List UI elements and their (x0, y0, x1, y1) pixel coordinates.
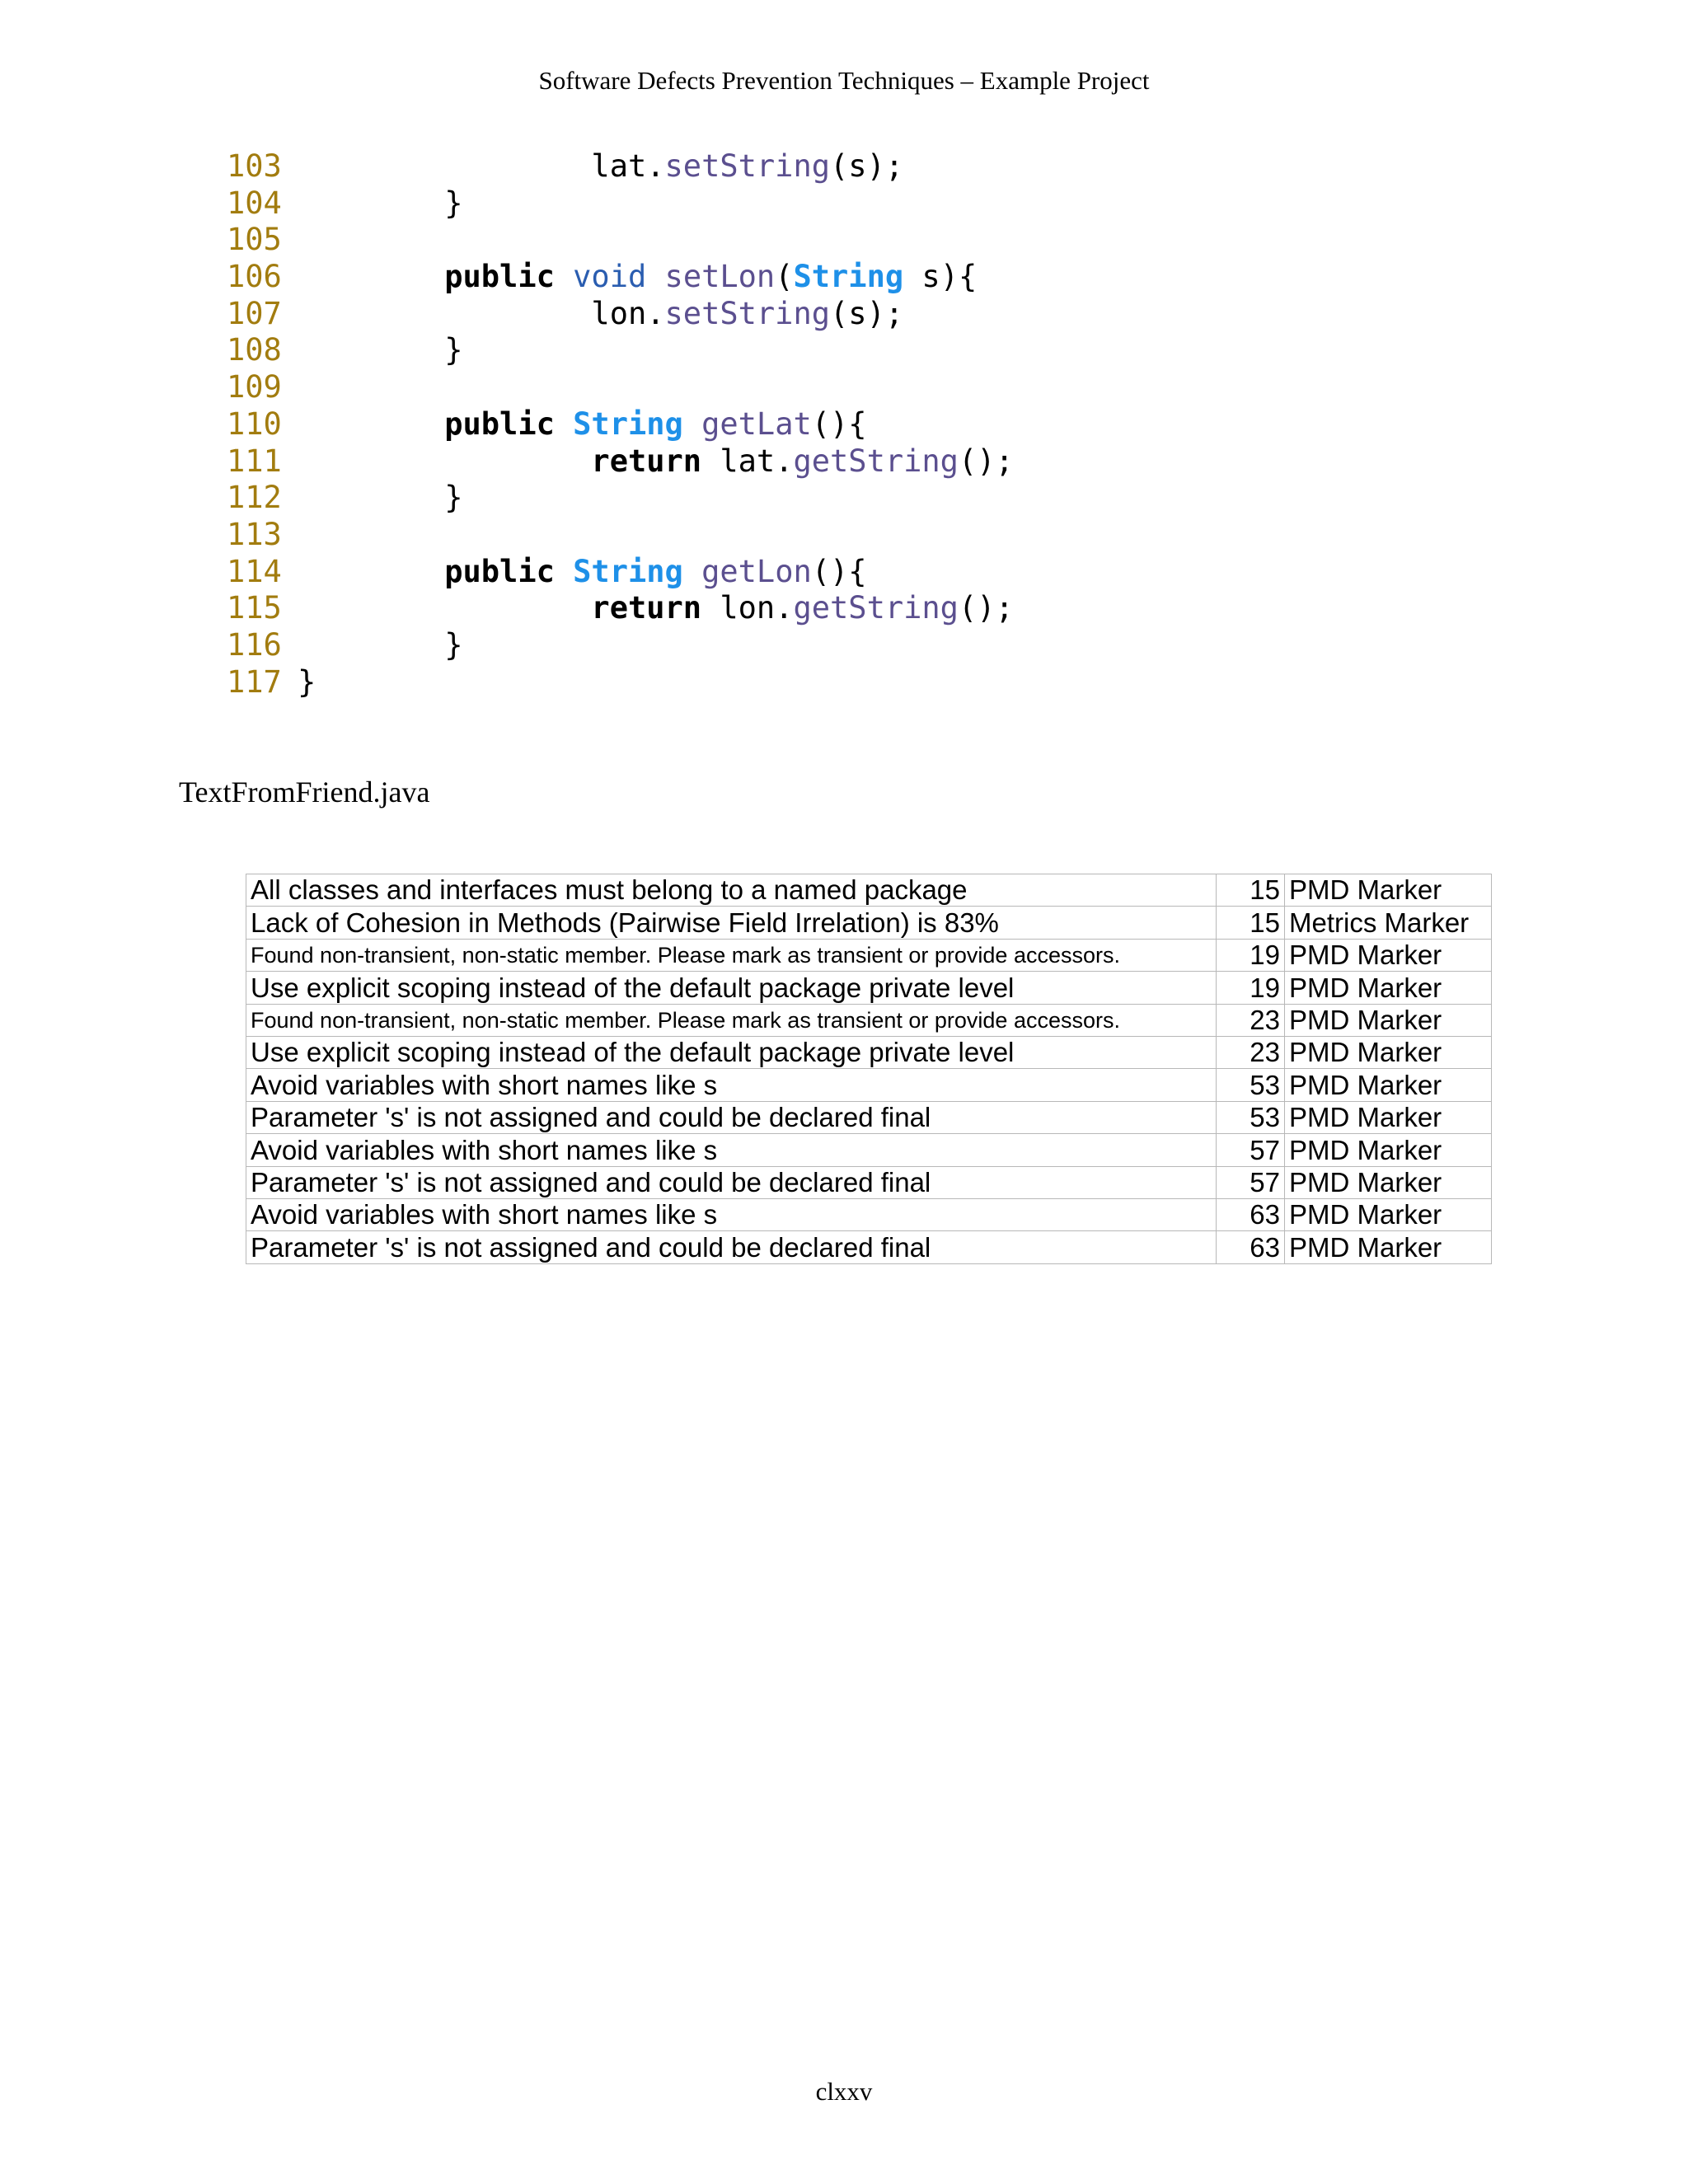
code-indent (298, 185, 444, 221)
marker-line: 19 (1217, 972, 1285, 1004)
code-token: getLat (701, 405, 812, 442)
marker-type: PMD Marker (1285, 1036, 1492, 1068)
code-listing (227, 148, 1014, 701)
marker-type: PMD Marker (1285, 1166, 1492, 1198)
code-text (298, 296, 903, 333)
marker-message: Avoid variables with short names like s (246, 1134, 1217, 1166)
code-line (227, 480, 1014, 517)
marker-line: 15 (1217, 907, 1285, 939)
page-number: clxxv (815, 2077, 873, 2106)
code-line (227, 369, 1014, 406)
marker-line: 63 (1217, 1198, 1285, 1230)
code-token: (); (958, 443, 1014, 479)
marker-message: All classes and interfaces must belong to a named package (246, 874, 1217, 907)
marker-line: 15 (1217, 874, 1285, 907)
code-token: String (573, 553, 683, 589)
code-token: (){ (811, 553, 867, 589)
code-token (555, 406, 573, 442)
code-indent (298, 443, 591, 479)
marker-message: Avoid variables with short names like s (246, 1069, 1217, 1101)
code-token: } (444, 185, 463, 221)
line-number: 107 (227, 295, 282, 331)
marker-type: PMD Marker (1285, 1231, 1492, 1263)
line-number: 112 (227, 480, 282, 516)
marker-message: Parameter 's' is not assigned and could be declared final (246, 1166, 1217, 1198)
code-line (227, 185, 1014, 223)
code-token: setLon (664, 259, 776, 295)
code-token: return (591, 443, 702, 479)
line-number: 117 (227, 663, 282, 700)
code-token: lat. (701, 443, 794, 479)
code-text (298, 406, 867, 443)
marker-message: Found non-transient, non-static member. Please mark as transient or provide accessors. (246, 939, 1217, 971)
marker-line: 23 (1217, 1004, 1285, 1036)
code-line (227, 627, 1014, 664)
code-token: String (573, 405, 683, 442)
code-token: (s); (830, 148, 904, 184)
marker-line: 53 (1217, 1101, 1285, 1133)
marker-line: 19 (1217, 939, 1285, 971)
code-line (227, 148, 1014, 185)
code-text (298, 185, 463, 223)
code-token: void (573, 259, 647, 295)
line-number: 109 (227, 369, 282, 405)
code-token (646, 259, 664, 294)
code-token: lon. (701, 590, 794, 626)
code-token: setString (664, 148, 831, 184)
code-token: (){ (811, 405, 867, 442)
code-indent (298, 554, 444, 589)
marker-type: PMD Marker (1285, 1198, 1492, 1230)
code-token: public (444, 259, 555, 295)
marker-message: Parameter 's' is not assigned and could be declared final (246, 1101, 1217, 1133)
line-number: 104 (227, 185, 282, 221)
code-line (227, 517, 1014, 554)
code-token: public (444, 553, 555, 589)
code-token: } (444, 480, 463, 516)
page-header: Software Defects Prevention Techniques – Example Project (538, 66, 1150, 95)
line-number: 110 (227, 405, 282, 442)
marker-type: PMD Marker (1285, 1069, 1492, 1101)
markers-table (246, 874, 1492, 1264)
marker-line: 57 (1217, 1166, 1285, 1198)
code-line (227, 554, 1014, 591)
marker-message: Use explicit scoping instead of the default package private level (246, 972, 1217, 1004)
table-row (246, 1004, 1492, 1036)
code-line (227, 590, 1014, 627)
marker-type: PMD Marker (1285, 1134, 1492, 1166)
code-token (683, 554, 701, 589)
table-row (246, 1231, 1492, 1263)
table-row (246, 907, 1492, 939)
code-token: lon. (591, 295, 665, 331)
code-token: String (793, 259, 904, 295)
line-number: 108 (227, 332, 282, 368)
code-token: } (444, 626, 463, 663)
code-text (298, 590, 1014, 627)
code-text (298, 664, 316, 701)
file-title: TextFromFriend.java (179, 776, 430, 808)
code-token: (s); (830, 295, 904, 331)
marker-line: 23 (1217, 1036, 1285, 1068)
marker-type: PMD Marker (1285, 939, 1492, 971)
line-number: 103 (227, 148, 282, 184)
marker-type: PMD Marker (1285, 874, 1492, 907)
line-number: 106 (227, 259, 282, 295)
line-number: 114 (227, 553, 282, 589)
code-indent (298, 259, 444, 294)
code-token: getString (793, 590, 959, 626)
code-token: return (591, 590, 702, 626)
code-line (227, 296, 1014, 333)
marker-line: 53 (1217, 1069, 1285, 1101)
code-text (298, 443, 1014, 480)
table-row (246, 1198, 1492, 1230)
code-line (227, 406, 1014, 443)
code-line (227, 332, 1014, 369)
marker-type: PMD Marker (1285, 1101, 1492, 1133)
table-row (246, 1166, 1492, 1198)
line-number: 113 (227, 516, 282, 552)
marker-line: 63 (1217, 1231, 1285, 1263)
code-text (298, 554, 867, 591)
code-token (555, 259, 573, 294)
line-number: 105 (227, 222, 282, 258)
code-indent (298, 627, 444, 663)
code-line (227, 443, 1014, 480)
code-text (298, 480, 463, 517)
code-indent (298, 480, 444, 515)
table-row (246, 1036, 1492, 1068)
code-token: ( (775, 259, 794, 295)
code-token: setString (664, 295, 831, 331)
code-text (298, 332, 463, 369)
code-line (227, 664, 1014, 701)
marker-message: Parameter 's' is not assigned and could be declared final (246, 1231, 1217, 1263)
code-indent (298, 296, 591, 331)
marker-type: Metrics Marker (1285, 907, 1492, 939)
code-token: (); (958, 590, 1014, 626)
marker-message: Lack of Cohesion in Methods (Pairwise Field Irrelation) is 83% (246, 907, 1217, 939)
code-token: } (298, 663, 316, 700)
table-row (246, 1069, 1492, 1101)
line-number: 111 (227, 443, 282, 479)
code-indent (298, 332, 444, 368)
code-line (227, 259, 1014, 296)
code-token: getString (793, 443, 959, 479)
code-line (227, 222, 1014, 259)
code-text (298, 148, 903, 185)
code-text (298, 259, 977, 296)
marker-message: Found non-transient, non-static member. Please mark as transient or provide accessors. (246, 1004, 1217, 1036)
line-number: 116 (227, 626, 282, 663)
code-token: s){ (903, 259, 978, 295)
line-number: 115 (227, 590, 282, 626)
code-token: getLon (701, 553, 812, 589)
marker-line: 57 (1217, 1134, 1285, 1166)
code-token (555, 554, 573, 589)
code-token (683, 406, 701, 442)
marker-type: PMD Marker (1285, 1004, 1492, 1036)
code-text (298, 627, 463, 664)
table-row (246, 874, 1492, 907)
code-token: } (444, 332, 463, 368)
code-token: lat. (591, 148, 665, 184)
marker-message: Use explicit scoping instead of the default package private level (246, 1036, 1217, 1068)
code-indent (298, 406, 444, 442)
marker-type: PMD Marker (1285, 972, 1492, 1004)
table-row (246, 972, 1492, 1004)
code-indent (298, 590, 591, 626)
code-indent (298, 148, 591, 184)
table-row (246, 1134, 1492, 1166)
marker-message: Avoid variables with short names like s (246, 1198, 1217, 1230)
code-token: public (444, 405, 555, 442)
table-row (246, 1101, 1492, 1133)
table-row (246, 939, 1492, 971)
